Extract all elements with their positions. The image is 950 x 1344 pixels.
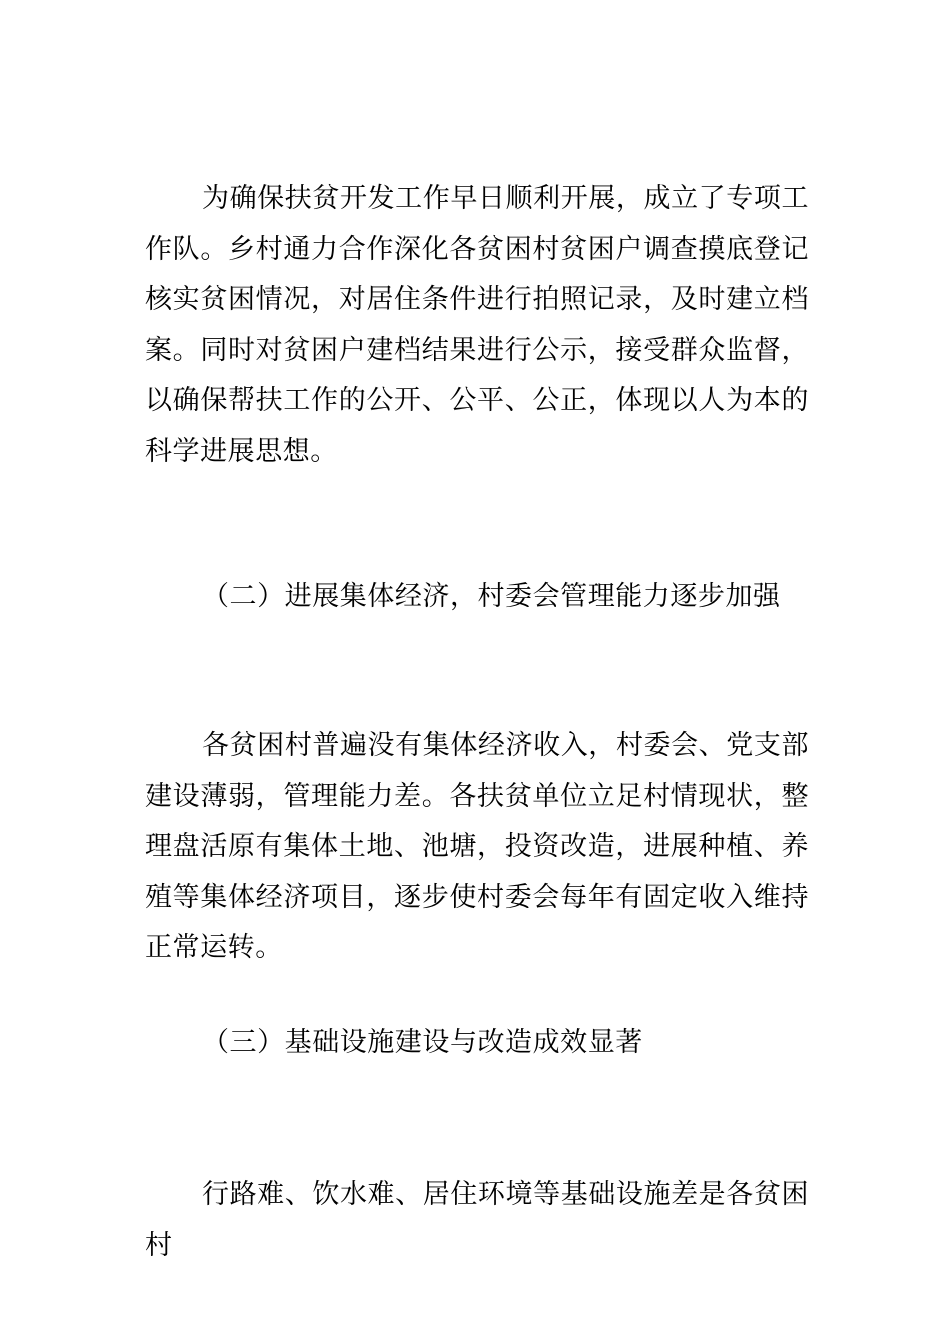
body-paragraph: 为确保扶贫开发工作早日顺利开展，成立了专项工作队。乡村通力合作深化各贫困村贫困户调查摸底登记核实贫困情况，对居住条件进行拍照记录，及时建立档案。同时对贫困户建档结果进行公示，接受群众监督，以确保帮扶工作的公开、公平、公正，体现以人为本的科学进展思想。 (145, 183, 809, 467)
section-heading: （三）基础设施建设与改造成效显著 (202, 1027, 643, 1058)
section-heading: （二）进展集体经济，村委会管理能力逐步加强 (202, 581, 781, 612)
body-paragraph: 各贫困村普遍没有集体经济收入，村委会、党支部建设薄弱，管理能力差。各扶贫单位立足村情现状，整理盘活原有集体土地、池塘，投资改造，进展种植、养殖等集体经济项目，逐步使村委会每年有固定收入维持正常运转。 (145, 730, 809, 963)
body-paragraph: 行路难、饮水难、居住环境等基础设施差是各贫困村 (145, 1179, 809, 1261)
